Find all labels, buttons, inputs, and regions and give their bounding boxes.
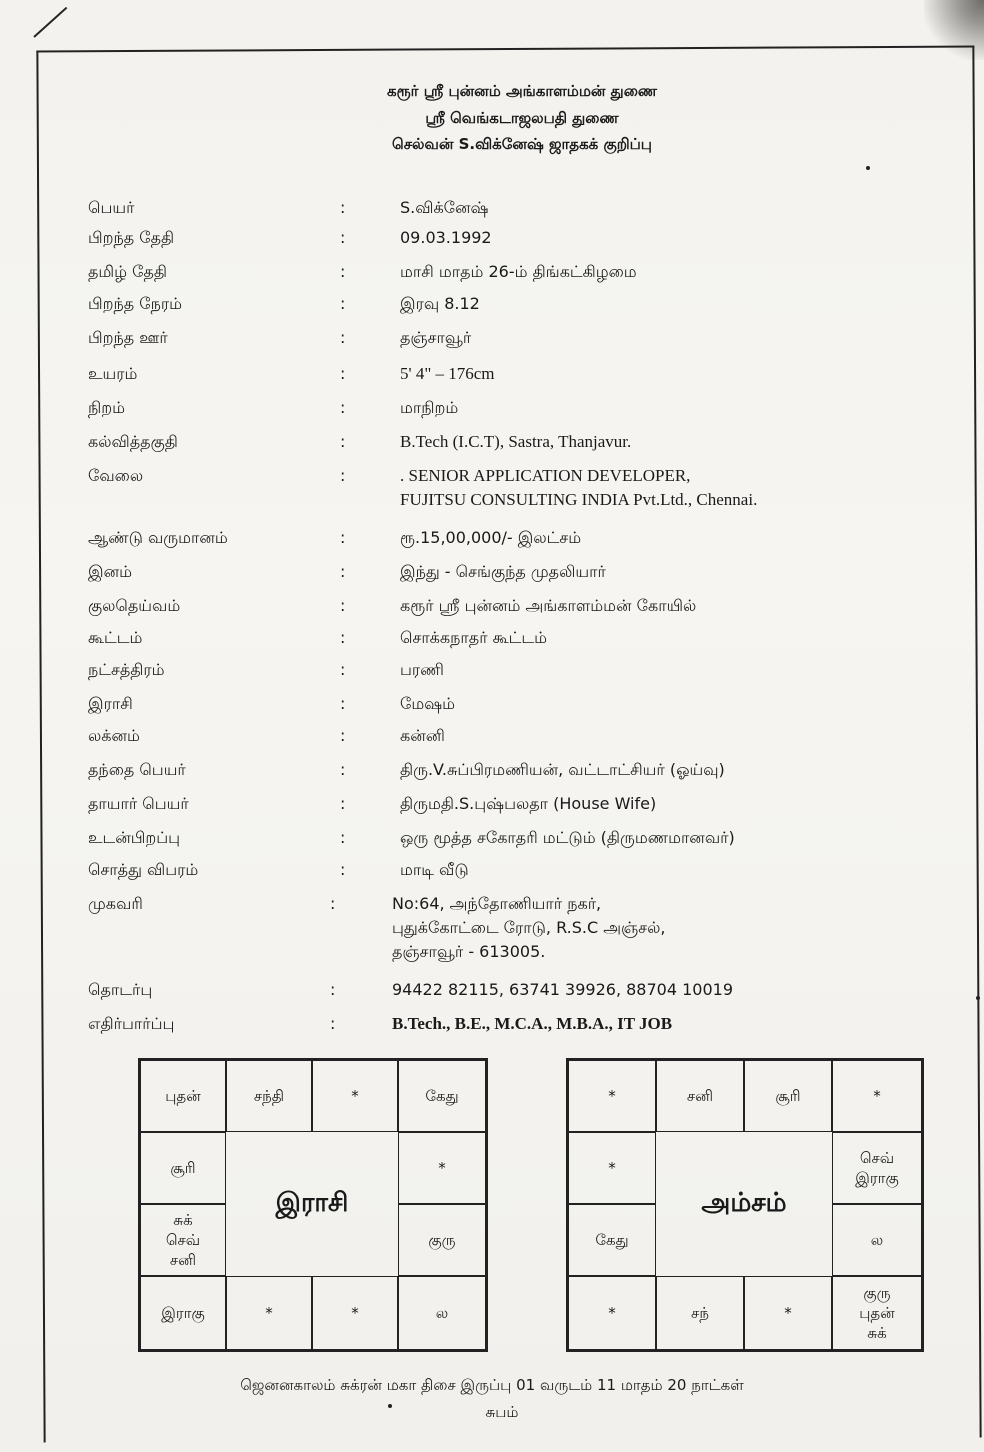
detail-separator: : — [330, 894, 336, 913]
detail-value: பரணி — [400, 660, 444, 679]
rasi-cell: சந்தி — [226, 1060, 312, 1132]
detail-separator: : — [340, 262, 346, 281]
amsam-cell: * — [568, 1060, 656, 1132]
detail-label: உயரம் — [88, 364, 138, 383]
detail-value: ரூ.15,00,000/- இலட்சம் — [400, 528, 582, 547]
detail-value: B.Tech (I.C.T), Sastra, Thanjavur. — [400, 432, 632, 451]
detail-row — [0, 726, 984, 756]
detail-value: கரூர் ஸ்ரீ புன்னம் அங்காளம்மன் கோயில் — [400, 596, 697, 615]
detail-label: பிறந்த நேரம் — [88, 294, 183, 313]
amsam-cell: கேது — [568, 1204, 656, 1276]
detail-label: பெயர் — [88, 198, 135, 217]
rasi-chart-title: இராசி — [275, 1187, 349, 1218]
detail-value: மாநிறம் — [400, 398, 459, 417]
detail-separator: : — [340, 794, 346, 813]
detail-separator: : — [340, 466, 346, 485]
detail-separator: : — [340, 228, 346, 247]
detail-label: எதிர்பார்ப்பு — [88, 1014, 175, 1033]
detail-value: S.விக்னேஷ் — [400, 198, 489, 217]
rasi-cell: கேது — [398, 1060, 486, 1132]
detail-row — [0, 596, 984, 626]
detail-label: பிறந்த தேதி — [88, 228, 175, 247]
detail-row — [0, 860, 984, 890]
detail-row — [0, 432, 984, 462]
detail-value-line-3: தஞ்சாவூர் - 613005. — [392, 942, 546, 961]
detail-value-line-2: FUJITSU CONSULTING INDIA Pvt.Ltd., Chennai. — [400, 490, 758, 509]
detail-label: தமிழ் தேதி — [88, 262, 168, 281]
detail-separator: : — [340, 694, 346, 713]
amsam-cell: சூரி — [744, 1060, 832, 1132]
detail-separator: : — [340, 726, 346, 745]
detail-separator: : — [340, 528, 346, 547]
header-title: செல்வன் S.விக்னேஷ் ஜாதகக் குறிப்பு — [392, 135, 652, 153]
detail-value: இந்து - செங்குந்த முதலியார் — [400, 562, 606, 581]
dasa-balance-text: ஜெனனகாலம் சுக்ரன் மகா திசை இருப்பு 01 வருடம் 11 மாதம் 20 நாட்கள் — [240, 1376, 744, 1394]
detail-separator: : — [340, 364, 346, 383]
amsam-cell: சந் — [656, 1276, 744, 1350]
detail-label: கூட்டம் — [88, 628, 143, 647]
detail-row — [0, 466, 984, 509]
rasi-cell: குரு — [398, 1204, 486, 1276]
detail-value: மேஷம் — [400, 694, 456, 713]
detail-value: . SENIOR APPLICATION DEVELOPER, — [400, 466, 691, 485]
rasi-cell: * — [312, 1060, 398, 1132]
detail-row — [0, 894, 984, 961]
detail-row — [0, 828, 984, 858]
amsam-cell: செவ் இராகு — [832, 1132, 922, 1204]
detail-row — [0, 294, 984, 324]
detail-label: இராசி — [88, 694, 133, 713]
detail-label: ஆண்டு வருமானம் — [88, 528, 228, 547]
detail-value: மாடி வீடு — [400, 860, 469, 879]
detail-label: லக்னம் — [88, 726, 140, 745]
detail-row — [0, 198, 984, 228]
detail-label: தாயார் பெயர் — [88, 794, 189, 813]
detail-row — [0, 760, 984, 790]
ink-speck — [866, 166, 870, 170]
header-line-2: ஸ்ரீ வெங்கடாஜலபதி துணை — [425, 109, 619, 127]
detail-row — [0, 364, 984, 394]
rasi-cell: இராகு — [140, 1276, 226, 1350]
detail-separator: : — [340, 328, 346, 347]
header-line-1: கரூர் ஸ்ரீ புன்னம் அங்காளம்மன் துணை — [387, 82, 657, 100]
detail-separator: : — [340, 294, 346, 313]
detail-row — [0, 398, 984, 428]
detail-value: 5' 4" – 176cm — [400, 364, 495, 383]
amsam-cell: * — [744, 1276, 832, 1350]
detail-row — [0, 228, 984, 258]
detail-value: இரவு 8.12 — [400, 294, 480, 313]
detail-separator: : — [340, 760, 346, 779]
detail-label: பிறந்த ஊர் — [88, 328, 168, 347]
detail-separator: : — [340, 860, 346, 879]
rasi-cell: சுக் செவ் சனி — [140, 1204, 226, 1276]
detail-value: ஒரு மூத்த சகோதரி மட்டும் (திருமணமானவர்) — [400, 828, 735, 847]
ink-speck — [388, 1404, 392, 1408]
detail-value: 94422 82115, 63741 39926, 88704 10019 — [392, 980, 733, 999]
closing-text: சுபம் — [485, 1403, 519, 1421]
detail-label: தந்தை பெயர் — [88, 760, 186, 779]
detail-separator: : — [330, 1014, 336, 1033]
amsam-chart-title: அம்சம் — [701, 1187, 787, 1218]
detail-row — [0, 328, 984, 358]
detail-label: முகவரி — [88, 894, 143, 913]
detail-row — [0, 562, 984, 592]
detail-value: திருமதி.S.புஷ்பலதா (House Wife) — [400, 794, 657, 813]
amsam-cell: சனி — [656, 1060, 744, 1132]
detail-value: No:64, அந்தோணியார் நகர், — [392, 894, 602, 913]
detail-row — [0, 694, 984, 724]
detail-separator: : — [340, 660, 346, 679]
detail-label: வேலை — [88, 466, 144, 485]
rasi-cell: * — [226, 1276, 312, 1350]
rasi-chart — [138, 1058, 488, 1352]
amsam-chart — [566, 1058, 924, 1352]
detail-row — [0, 794, 984, 824]
detail-separator: : — [340, 562, 346, 581]
detail-separator: : — [340, 432, 346, 451]
rasi-cell: ல — [398, 1276, 486, 1350]
detail-separator: : — [340, 628, 346, 647]
detail-label: நட்சத்திரம் — [88, 660, 165, 679]
rasi-cell: * — [312, 1276, 398, 1350]
detail-value: B.Tech., B.E., M.C.A., M.B.A., IT JOB — [392, 1014, 673, 1033]
amsam-cell: * — [832, 1060, 922, 1132]
rasi-cell: புதன் — [140, 1060, 226, 1132]
detail-value: கன்னி — [400, 726, 445, 745]
rasi-cell: சூரி — [140, 1132, 226, 1204]
detail-label: உடன்பிறப்பு — [88, 828, 181, 847]
detail-value: மாசி மாதம் 26-ம் திங்கட்கிழமை — [400, 262, 637, 281]
detail-separator: : — [330, 980, 336, 999]
ink-speck — [976, 996, 980, 1000]
detail-value: 09.03.1992 — [400, 228, 492, 247]
detail-label: கல்வித்தகுதி — [88, 432, 178, 451]
pen-mark — [33, 7, 67, 38]
detail-value: தஞ்சாவூர் — [400, 328, 472, 347]
detail-label: இனம் — [88, 562, 132, 581]
detail-value: திரு.V.சுப்பிரமணியன், வட்டாட்சியர் (ஓய்வு) — [400, 760, 725, 779]
detail-label: குலதெய்வம் — [88, 596, 181, 615]
rasi-cell: * — [398, 1132, 486, 1204]
detail-separator: : — [340, 828, 346, 847]
detail-separator: : — [340, 198, 346, 217]
detail-value-line-2: புதுக்கோட்டை ரோடு, R.S.C அஞ்சல், — [392, 918, 666, 937]
detail-row — [0, 660, 984, 690]
amsam-cell: குரு புதன் சுக் — [832, 1276, 922, 1350]
detail-value: சொக்கநாதர் கூட்டம் — [400, 628, 548, 647]
detail-label: நிறம் — [88, 398, 126, 417]
detail-row — [0, 628, 984, 658]
amsam-cell: * — [568, 1276, 656, 1350]
detail-label: தொடர்பு — [88, 980, 153, 999]
amsam-cell: * — [568, 1132, 656, 1204]
detail-row — [0, 980, 984, 1010]
detail-label: சொத்து விபரம் — [88, 860, 199, 879]
detail-row — [0, 528, 984, 558]
detail-separator: : — [340, 596, 346, 615]
detail-row — [0, 1014, 984, 1044]
detail-row — [0, 262, 984, 292]
amsam-cell: ல — [832, 1204, 922, 1276]
detail-separator: : — [340, 398, 346, 417]
